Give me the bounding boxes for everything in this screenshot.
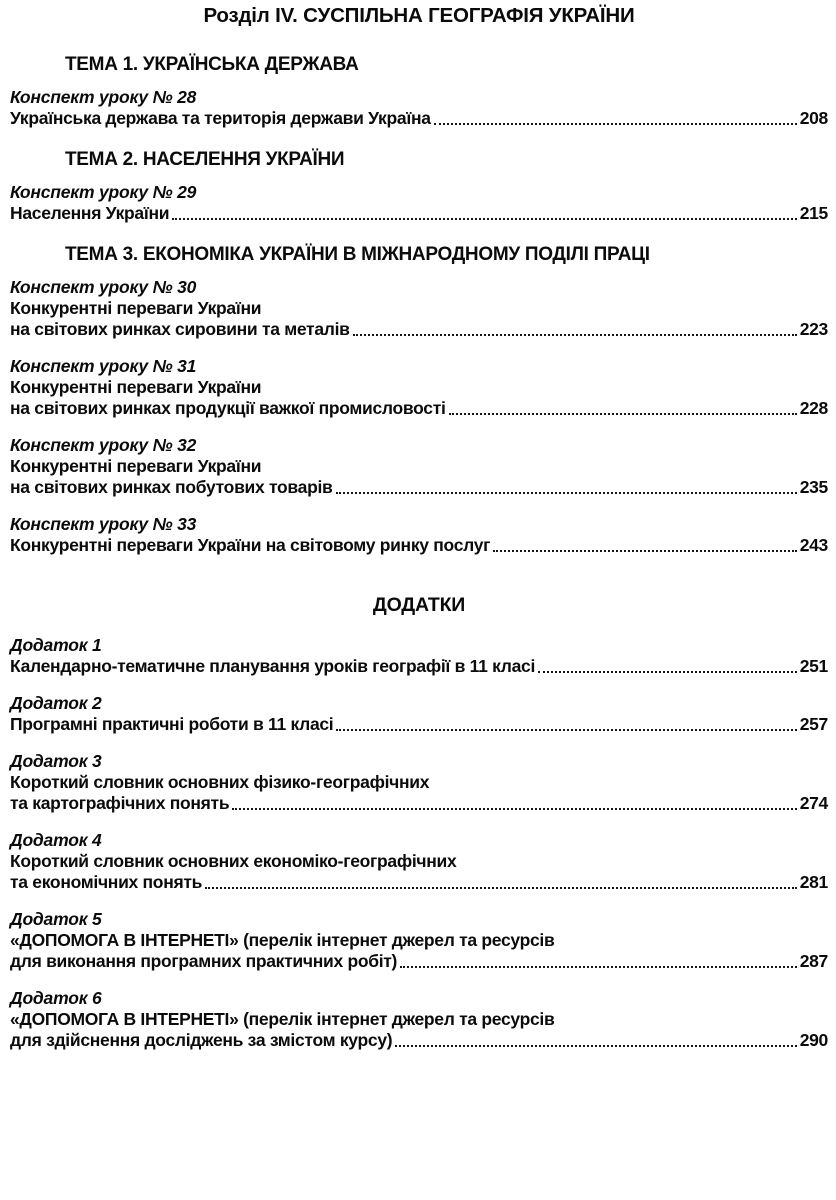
section-heading-tema-1: ТЕМА 1. УКРАЇНСЬКА ДЕРЖАВА [65, 54, 359, 75]
toc-line [10, 793, 828, 814]
toc-line [10, 851, 828, 872]
toc-entry-appendix-5 [10, 909, 828, 972]
toc-line [10, 298, 828, 319]
dot-leader [172, 218, 796, 220]
toc-entry-appendix-3 [10, 751, 828, 814]
entry-label: Додаток 3 [10, 751, 102, 771]
dot-leader [395, 1045, 796, 1047]
page-number: 281 [799, 872, 828, 892]
toc-entry-appendix-2 [10, 693, 828, 735]
page-number: 257 [799, 714, 828, 734]
entry-label: Додаток 4 [10, 830, 102, 850]
entry-text: на світових ринках побутових товарів [10, 477, 333, 497]
appendix-heading: ДОДАТКИ [372, 594, 466, 616]
entry-label: Конспект уроку № 31 [10, 356, 197, 376]
page-number: 251 [799, 656, 828, 676]
dot-leader [493, 550, 797, 552]
section-heading-tema-2: ТЕМА 2. НАСЕЛЕННЯ УКРАЇНИ [65, 149, 345, 170]
toc-line [10, 930, 828, 951]
dot-leader [205, 887, 797, 889]
page-number: 274 [799, 793, 828, 813]
toc-entry-lesson-29 [10, 182, 828, 224]
dot-leader [434, 123, 797, 125]
entry-label: Конспект уроку № 33 [10, 514, 197, 534]
toc-line [10, 456, 828, 477]
entry-text: Програмні практичні роботи в 11 класі [10, 714, 334, 734]
entry-label: Конспект уроку № 30 [10, 277, 197, 297]
entry-text: Конкурентні переваги України [10, 456, 262, 476]
entry-label: Додаток 1 [10, 635, 102, 655]
entry-text: для виконання програмних практичних робіт) [10, 951, 398, 971]
toc-entry-appendix-6 [10, 988, 828, 1051]
toc-line [10, 772, 828, 793]
entry-text: та економічних понять [10, 872, 203, 892]
entry-label: Додаток 5 [10, 909, 102, 929]
toc-line [10, 714, 828, 735]
toc-entry-lesson-33 [10, 514, 828, 556]
toc-line [10, 1009, 828, 1030]
dot-leader [400, 966, 797, 968]
entry-text: на світових ринках сировини та металів [10, 319, 350, 339]
toc-line [10, 872, 828, 893]
toc-line [10, 477, 828, 498]
dot-leader [538, 671, 797, 673]
toc-entry-lesson-30 [10, 277, 828, 340]
entry-text: Конкурентні переваги України [10, 377, 262, 397]
toc-entry-lesson-32 [10, 435, 828, 498]
entry-text: Українська держава та територія держави Україна [10, 108, 431, 128]
entry-text: «ДОПОМОГА В ІНТЕРНЕТІ» (перелік інтернет джерел та ресурсів [10, 1009, 555, 1029]
toc-line [10, 319, 828, 340]
section-heading-tema-3: ТЕМА 3. ЕКОНОМІКА УКРАЇНИ В МІЖНАРОДНОМУ ПОДІЛІ ПРАЦІ [65, 244, 650, 265]
entry-text: Календарно-тематичне планування уроків географії в 11 класі [10, 656, 536, 676]
entry-text: Населення України [10, 203, 170, 223]
page-number: 235 [799, 477, 828, 497]
toc-line [10, 656, 828, 677]
toc-entry-lesson-31 [10, 356, 828, 419]
dot-leader [449, 413, 797, 415]
page-number: 243 [799, 535, 828, 555]
dot-leader [336, 492, 797, 494]
page-number: 223 [799, 319, 828, 339]
entry-text: Конкурентні переваги України на світовому ринку послуг [10, 535, 491, 555]
page-number: 215 [799, 203, 828, 223]
dot-leader [353, 334, 797, 336]
toc-line [10, 951, 828, 972]
entry-text: «ДОПОМОГА В ІНТЕРНЕТІ» (перелік інтернет джерел та ресурсів [10, 930, 555, 950]
entry-text: Короткий словник основних фізико-географічних [10, 772, 430, 792]
toc-line [10, 108, 828, 129]
page-number: 208 [799, 108, 828, 128]
toc-line [10, 1030, 828, 1051]
page-number: 228 [799, 398, 828, 418]
entry-label: Додаток 2 [10, 693, 102, 713]
entry-label: Конспект уроку № 28 [10, 87, 197, 107]
toc-line [10, 377, 828, 398]
toc-line [10, 535, 828, 556]
entry-text: Конкурентні переваги України [10, 298, 262, 318]
entry-label: Конспект уроку № 29 [10, 182, 197, 202]
page-title: Розділ IV. СУСПІЛЬНА ГЕОГРАФІЯ УКРАЇНИ [203, 4, 635, 27]
entry-label: Додаток 6 [10, 988, 102, 1008]
toc-entry-appendix-4 [10, 830, 828, 893]
entry-text: для здійснення досліджень за змістом курсу) [10, 1030, 393, 1050]
page-number: 290 [799, 1030, 828, 1050]
entry-text: Короткий словник основних економіко-географічних [10, 851, 457, 871]
toc-line [10, 398, 828, 419]
toc-entry-appendix-1 [10, 635, 828, 677]
toc-line [10, 203, 828, 224]
entry-text: на світових ринках продукції важкої промисловості [10, 398, 446, 418]
page-number: 287 [799, 951, 828, 971]
entry-label: Конспект уроку № 32 [10, 435, 197, 455]
dot-leader [232, 808, 796, 810]
toc-entry-lesson-28 [10, 87, 828, 129]
dot-leader [336, 729, 796, 731]
entry-text: та картографічних понять [10, 793, 230, 813]
